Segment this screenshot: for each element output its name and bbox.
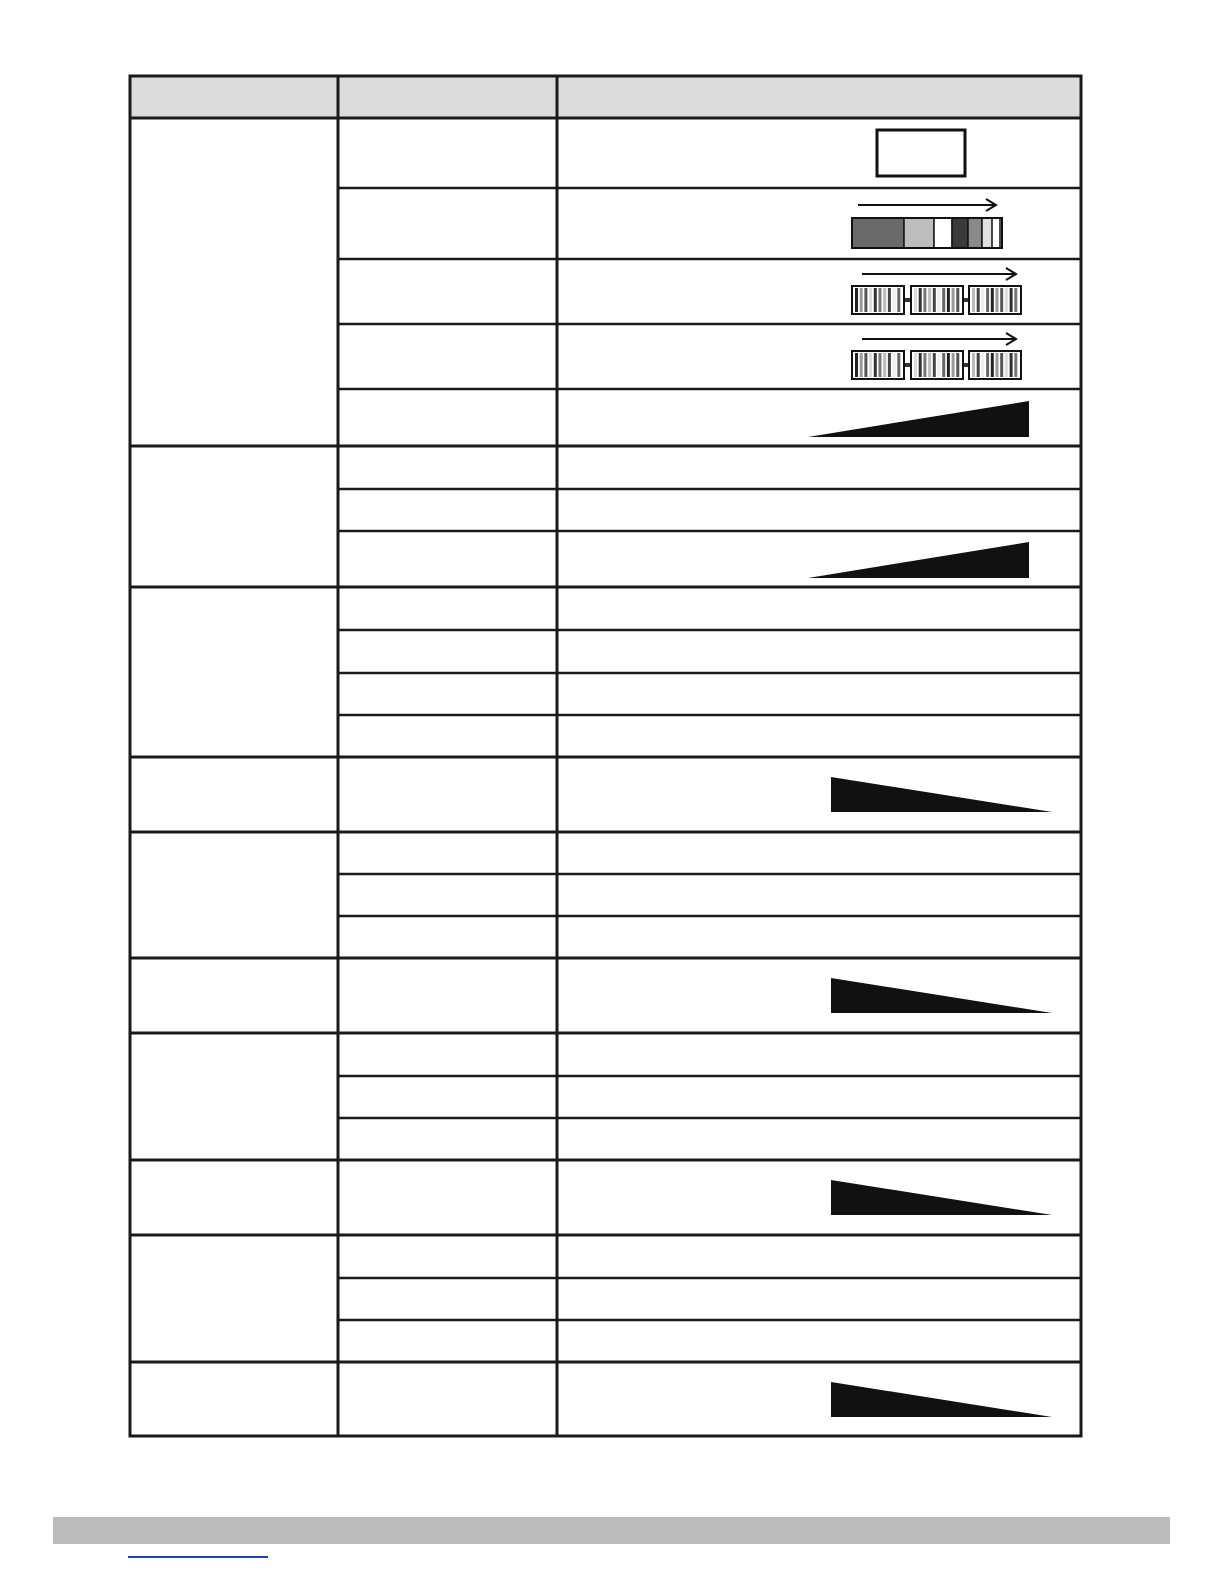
segment-stripe bbox=[981, 288, 984, 312]
segment-stripe bbox=[879, 353, 882, 377]
segment-stripe bbox=[893, 353, 896, 377]
segment-stripe bbox=[855, 288, 858, 312]
segment-stripe bbox=[855, 353, 858, 377]
segment-stripe bbox=[919, 353, 922, 377]
segment-stripe bbox=[981, 353, 984, 377]
segment-stripe bbox=[938, 288, 941, 312]
segment-stripe bbox=[956, 288, 959, 312]
segment-stripe bbox=[914, 288, 917, 312]
segment-stripe bbox=[952, 288, 955, 312]
segment-stripe bbox=[1000, 353, 1003, 377]
overlap-block bbox=[968, 218, 982, 248]
segment-stripe bbox=[933, 353, 936, 377]
segment-stripe bbox=[923, 353, 926, 377]
overlap-block bbox=[852, 218, 904, 248]
segment-stripe bbox=[972, 353, 975, 377]
segment-stripe bbox=[883, 288, 886, 312]
ramp-down-icon bbox=[831, 1382, 1052, 1417]
segment-stripe bbox=[933, 288, 936, 312]
segment-stripe bbox=[991, 353, 994, 377]
segment-stripe bbox=[977, 288, 980, 312]
segment-stripe bbox=[956, 353, 959, 377]
box-icon bbox=[877, 130, 965, 176]
striped-segment bbox=[852, 286, 904, 314]
segment-stripe bbox=[942, 288, 945, 312]
box-outline bbox=[877, 130, 965, 176]
segment-stripe bbox=[897, 353, 900, 377]
segment-stripe bbox=[864, 353, 867, 377]
segment-stripe bbox=[879, 288, 882, 312]
table-header-row bbox=[130, 76, 1081, 118]
segment-stripe bbox=[888, 288, 891, 312]
segment-stripe bbox=[986, 288, 989, 312]
segment-stripe bbox=[942, 353, 945, 377]
striped-segment bbox=[969, 351, 1021, 379]
segment-stripe bbox=[897, 288, 900, 312]
segment-stripe bbox=[893, 288, 896, 312]
segment-stripe bbox=[947, 288, 950, 312]
ramp-down-icon bbox=[831, 978, 1052, 1013]
segment-link bbox=[905, 363, 910, 367]
striped-segments-icon bbox=[852, 333, 1021, 379]
segment-stripe bbox=[928, 288, 931, 312]
segment-stripe bbox=[923, 288, 926, 312]
segment-stripe bbox=[860, 353, 863, 377]
segment-stripe bbox=[1000, 288, 1003, 312]
ramp-up-icon bbox=[808, 401, 1029, 437]
segment-stripe bbox=[874, 288, 877, 312]
striped-segment bbox=[911, 351, 963, 379]
segment-stripe bbox=[947, 353, 950, 377]
segment-stripe bbox=[986, 353, 989, 377]
segment-stripe bbox=[952, 353, 955, 377]
segment-stripe bbox=[996, 288, 999, 312]
overlap-block bbox=[904, 218, 934, 248]
overlapping-blocks-icon bbox=[852, 199, 1002, 248]
segment-stripe bbox=[991, 288, 994, 312]
overlap-block bbox=[934, 218, 952, 248]
striped-segment bbox=[969, 286, 1021, 314]
segment-stripe bbox=[860, 288, 863, 312]
ramp-down-icon bbox=[831, 777, 1052, 812]
segment-stripe bbox=[938, 353, 941, 377]
striped-segment bbox=[852, 351, 904, 379]
segment-stripe bbox=[1010, 288, 1013, 312]
striped-segment bbox=[911, 286, 963, 314]
segment-stripe bbox=[869, 353, 872, 377]
ramp-up-icon bbox=[808, 542, 1029, 578]
segment-stripe bbox=[972, 288, 975, 312]
segment-stripe bbox=[874, 353, 877, 377]
segment-stripe bbox=[919, 288, 922, 312]
segment-stripe bbox=[1005, 353, 1008, 377]
segment-stripe bbox=[996, 353, 999, 377]
segment-stripe bbox=[914, 353, 917, 377]
segment-stripe bbox=[977, 353, 980, 377]
segment-stripe bbox=[883, 353, 886, 377]
striped-segments-icon bbox=[852, 268, 1021, 314]
footer-link[interactable] bbox=[128, 1556, 268, 1558]
segment-stripe bbox=[1014, 353, 1017, 377]
spec-table bbox=[130, 76, 1081, 1436]
segment-stripe bbox=[869, 288, 872, 312]
segment-stripe bbox=[888, 353, 891, 377]
segment-stripe bbox=[864, 288, 867, 312]
segment-stripe bbox=[1005, 288, 1008, 312]
overlap-block bbox=[982, 218, 992, 248]
segment-link bbox=[905, 298, 910, 302]
segment-stripe bbox=[1010, 353, 1013, 377]
segment-stripe bbox=[928, 353, 931, 377]
overlap-block bbox=[952, 218, 968, 248]
segment-stripe bbox=[1014, 288, 1017, 312]
ramp-down-icon bbox=[831, 1180, 1052, 1215]
footer-bar bbox=[53, 1517, 1170, 1544]
